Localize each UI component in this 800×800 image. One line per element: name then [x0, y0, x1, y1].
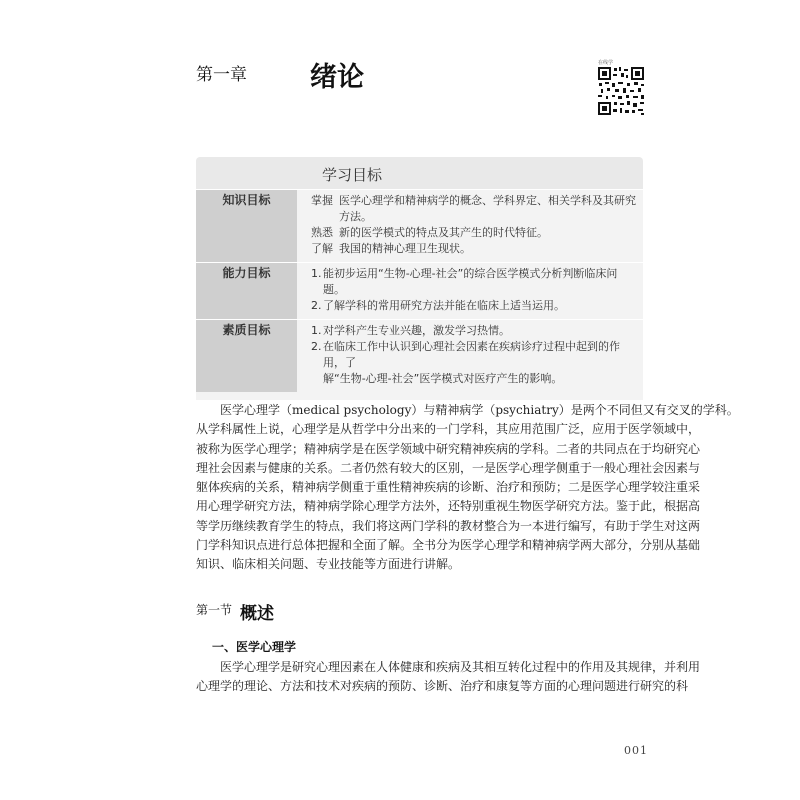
- text-line: 理社会因素与健康的关系。二者仍然有较大的区别，一是医学心理学侧重于一般心理社会因素与: [196, 460, 701, 475]
- goal-tag: [311, 209, 339, 225]
- page-number: 001: [624, 744, 648, 757]
- goal-text: 能初步运用“生物-心理-社会”的综合医学模式分析判断临床问题。: [323, 267, 618, 296]
- goal-body: [297, 263, 643, 319]
- subsection-title: 一、医学心理学: [212, 640, 297, 654]
- goal-number: 1.: [311, 267, 322, 280]
- goal-number: 2.: [311, 340, 322, 353]
- text-line: 医学心理学（medical psychology）与精神病学（psychiatry）是两个不同但又有交叉的学科。: [220, 403, 739, 417]
- learning-goals-box: [196, 157, 643, 400]
- goal-line: [311, 339, 637, 371]
- qr-label: 在线学: [598, 60, 614, 66]
- goal-text: 新的医学模式的特点及其产生的时代特征。: [339, 226, 548, 239]
- goal-text: 解“生物-心理-社会”医学模式对医疗产生的影响。: [323, 372, 563, 385]
- text-line: 心理学的理论、方法和技术对疾病的预防、诊断、治疗和康复等方面的心理问题进行研究的科: [196, 679, 689, 694]
- goal-text: 在临床工作中认识到心理社会因素在疾病诊疗过程中起到的作用，了: [323, 340, 620, 369]
- goal-line: [311, 209, 637, 225]
- goal-line: [311, 241, 637, 257]
- text-line: 用心理学研究方法，精神病学除心理学方法外，还特别重视生物医学研究方法。鉴于此，根据高: [196, 499, 701, 514]
- goal-body: [297, 190, 643, 262]
- text-line: 等学历继续教育学生的特点，我们将这两门学科的教材整合为一本进行编写，有助于学生对这两: [196, 518, 701, 533]
- goal-number: 2.: [311, 299, 322, 312]
- text-line: 门学科知识点进行总体把握和全面了解。全书分为医学心理学和精神病学两大部分，分别从基础: [196, 538, 701, 553]
- goal-text: 我国的精神心理卫生现状。: [339, 242, 471, 255]
- text-line: 躯体疾病的关系，精神病学侧重于重性精神疾病的诊断、治疗和预防；二是医学心理学较注重采: [196, 480, 701, 495]
- goal-text: 医学心理学和精神病学的概念、学科界定、相关学科及其研究: [339, 194, 636, 207]
- goal-name: 能力目标: [196, 263, 297, 319]
- goals-footer: [196, 392, 643, 400]
- intro-paragraph: [196, 401, 739, 575]
- body-paragraph: [196, 658, 701, 697]
- text-line: 医学心理学是研究心理因素在人体健康和疾病及其相互转化过程中的作用及其规律，并利用: [220, 660, 701, 674]
- goal-number: 1.: [311, 324, 322, 337]
- goal-text: 对学科产生专业兴趣，激发学习热情。: [323, 324, 510, 337]
- goal-line: [311, 266, 637, 298]
- text-line: 知识、临床相关问题、专业技能等方面进行讲解。: [196, 557, 461, 572]
- chapter-title: 绪论: [310, 62, 364, 93]
- text-line: 从学科属性上说，心理学是从哲学中分出来的一门学科，其应用范围广泛，应用于医学领域中，: [196, 422, 701, 437]
- goal-tag: 熟悉: [311, 226, 333, 239]
- goal-line: [311, 298, 637, 314]
- goal-tag: 掌握: [311, 194, 333, 207]
- goal-line: [311, 371, 637, 387]
- goal-name: 知识目标: [196, 190, 297, 262]
- goal-row-ability: [196, 262, 643, 319]
- goal-number: [311, 371, 323, 387]
- goal-text: 方法。: [339, 210, 372, 223]
- goals-header: [196, 157, 643, 189]
- section-title: 概述: [240, 604, 274, 624]
- qr-code-icon[interactable]: [597, 66, 645, 116]
- goal-row-quality: [196, 319, 643, 392]
- goal-name: 素质目标: [196, 320, 297, 392]
- chapter-label: 第一章: [196, 65, 247, 85]
- goal-text: 了解学科的常用研究方法并能在临床上适当运用。: [323, 299, 565, 312]
- goal-line: [311, 193, 637, 209]
- goal-row-knowledge: [196, 189, 643, 262]
- text-line: 被称为医学心理学；精神病学是在医学领域中研究精神疾病的学科。二者的共同点在于均研究心: [196, 441, 701, 456]
- goal-line: [311, 323, 637, 339]
- section-label: 第一节: [196, 603, 233, 617]
- goal-body: [297, 320, 643, 392]
- goal-line: [311, 225, 637, 241]
- goal-tag: 了解: [311, 242, 333, 255]
- goals-title: 学习目标: [322, 166, 383, 184]
